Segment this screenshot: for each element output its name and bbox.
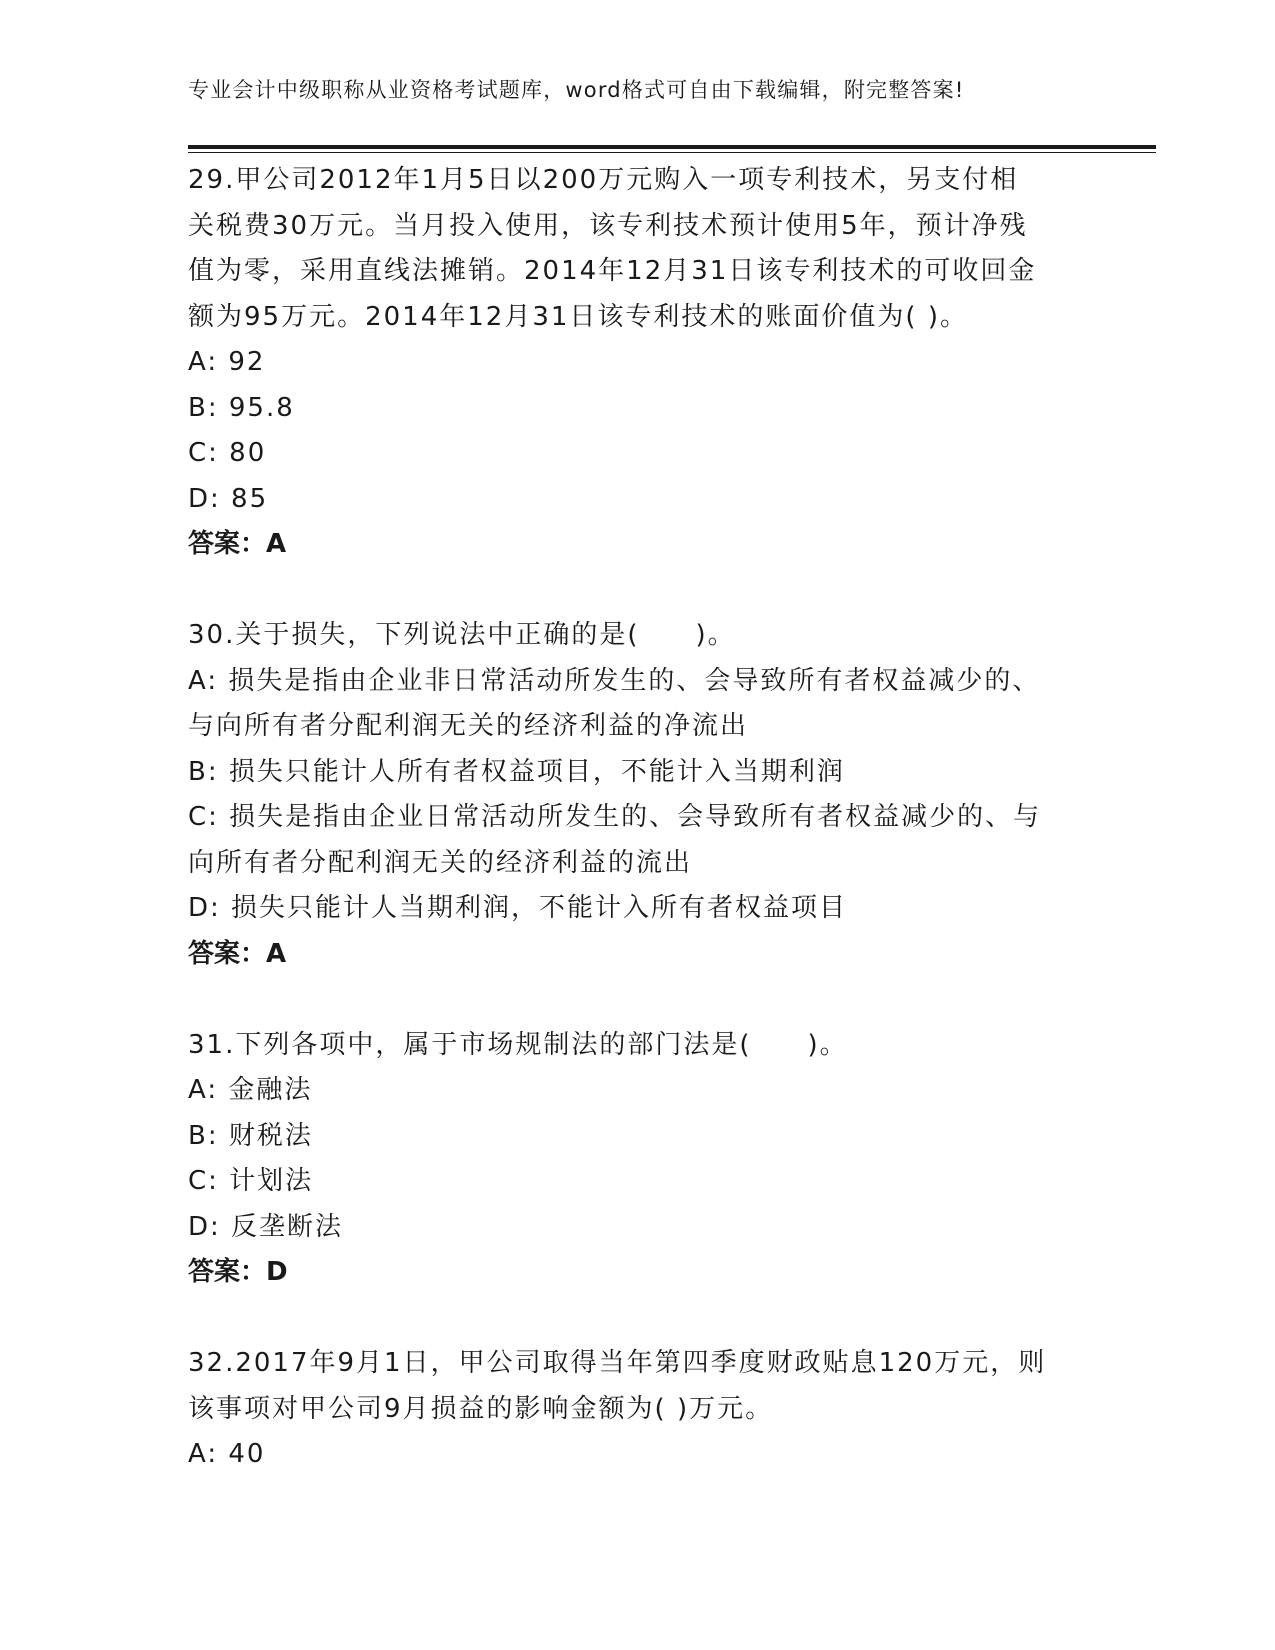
question-spacer: [188, 1296, 1088, 1342]
option-a: A: 92: [188, 347, 266, 377]
question-stem-line: 关税费30万元。当月投入使用，该专利技术预计使用5年，预计净残: [188, 210, 1028, 241]
question-stem-line: 值为零，采用直线法摊销。2014年12月31日该专利技术的可收回金: [188, 256, 1037, 286]
question-31: [188, 1023, 1088, 1296]
option-b: B: 95.8: [188, 392, 295, 423]
page-header: 专业会计中级职称从业资格考试题库，word格式可自由下载编辑，附完整答案!: [188, 78, 965, 102]
question-spacer: [188, 977, 1088, 1023]
option-a-continued: 与向所有者分配利润无关的经济利益的净流出: [188, 711, 749, 741]
question-stem-line: 额为95万元。2014年12月31日该专利技术的账面价值为( )。: [188, 301, 968, 332]
question-spacer: [188, 568, 1088, 614]
question-29: [188, 158, 1088, 568]
question-30: [188, 613, 1088, 977]
header-rule-thick: [188, 145, 1156, 149]
header-rule-thin: [188, 152, 1156, 153]
answer-label: 答案：D: [188, 1257, 288, 1287]
question-stem-line: 29.甲公司2012年1月5日以200万元购入一项专利技术，另支付相: [188, 165, 1019, 195]
option-c-continued: 向所有者分配利润无关的经济利益的流出: [188, 847, 693, 878]
question-32: [188, 1341, 1088, 1478]
option-b: B: 财税法: [188, 1120, 313, 1151]
option-d: D: 损失只能计人当期利润，不能计入所有者权益项目: [188, 893, 848, 923]
option-d: D: 反垄断法: [188, 1211, 344, 1242]
question-stem-line: 32.2017年9月1日，甲公司取得当年第四季度财政贴息120万元，则: [188, 1348, 1047, 1378]
answer-label: 答案：A: [188, 529, 287, 559]
option-a: A: 40: [188, 1439, 266, 1469]
question-stem-line: 31.下列各项中，属于市场规制法的部门法是( )。: [188, 1029, 848, 1060]
option-c: C: 80: [188, 438, 267, 468]
question-stem-line: 该事项对甲公司9月损益的影响金额为( )万元。: [188, 1393, 774, 1424]
option-b: B: 损失只能计人所有者权益项目，不能计入当期利润: [188, 756, 845, 787]
option-c: C: 损失是指由企业日常活动所发生的、会导致所有者权益减少的、与: [188, 802, 1042, 832]
answer-label: 答案：A: [188, 938, 287, 969]
option-c: C: 计划法: [188, 1166, 314, 1196]
option-a: A: 金融法: [188, 1075, 313, 1105]
option-a: A: 损失是指由企业非日常活动所发生的、会导致所有者权益减少的、: [188, 665, 1041, 696]
question-stem-line: 30.关于损失，下列说法中正确的是( )。: [188, 620, 736, 650]
option-d: D: 85: [188, 483, 269, 514]
question-list: [188, 158, 1088, 1478]
